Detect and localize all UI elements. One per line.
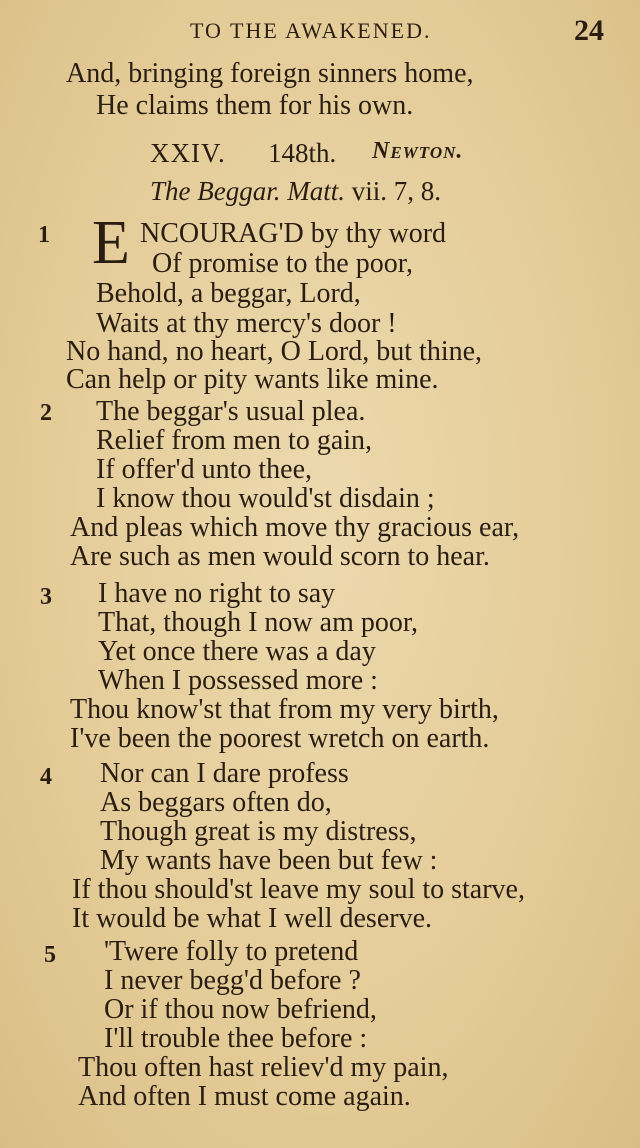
hymn-meter: 148th. bbox=[268, 138, 337, 168]
stanza-number: 5 bbox=[44, 942, 56, 968]
stanza-line: Though great is my distress, bbox=[100, 816, 417, 847]
stanza-line: I have no right to say bbox=[98, 578, 336, 609]
stanza-number: 1 bbox=[38, 222, 50, 248]
stanza-line: 'Twere folly to pretend bbox=[104, 936, 359, 967]
stanza-line: Or if thou now befriend, bbox=[104, 994, 377, 1025]
stanza-line: Can help or pity wants like mine. bbox=[66, 364, 439, 395]
stanza-line: Are such as men would scorn to hear. bbox=[70, 541, 490, 572]
stanza-line: If offer'd unto thee, bbox=[96, 454, 313, 485]
stanza-line: Yet once there was a day bbox=[98, 636, 376, 667]
stanza-line: That, though I now am poor, bbox=[98, 607, 419, 638]
stanza-line: Of promise to the poor, bbox=[152, 248, 413, 279]
stanza-number: 4 bbox=[40, 764, 52, 790]
stanza-number: 3 bbox=[40, 584, 52, 610]
hymn-subtitle bbox=[150, 176, 441, 207]
stanza-line: As beggars often do, bbox=[100, 787, 332, 818]
stanza-line: And often I must come again. bbox=[78, 1081, 411, 1112]
subtitle-reference: vii. 7, 8. bbox=[351, 176, 442, 206]
stanza-line: I never begg'd before ? bbox=[104, 965, 361, 996]
stanza-line: My wants have been but few : bbox=[100, 845, 438, 876]
stanza-line: Behold, a beggar, Lord, bbox=[96, 278, 361, 309]
stanza-line: Thou often hast reliev'd my pain, bbox=[78, 1052, 449, 1083]
stanza-line: If thou should'st leave my soul to starve, bbox=[72, 874, 525, 905]
stanza-line: And pleas which move thy gracious ear, bbox=[70, 512, 520, 543]
subtitle-title: The Beggar. bbox=[150, 176, 281, 206]
stanza-line: I know thou would'st disdain ; bbox=[96, 483, 435, 514]
drop-cap: E bbox=[92, 209, 130, 277]
stanza-line: When I possessed more : bbox=[98, 665, 378, 696]
hymn-author: Newton. bbox=[372, 138, 464, 164]
stanza-line: I'll trouble thee before : bbox=[104, 1023, 368, 1054]
carryover-line: He claims them for his own. bbox=[96, 90, 414, 121]
stanza-first-line: NCOURAG'D by thy word bbox=[140, 218, 447, 249]
stanza-number: 2 bbox=[40, 400, 52, 426]
carryover-line: And, bringing foreign sinners home, bbox=[66, 58, 474, 89]
stanza-line: I've been the poorest wretch on earth. bbox=[70, 723, 490, 754]
stanza-line: Nor can I dare profess bbox=[100, 758, 349, 789]
page-number: 24 bbox=[574, 14, 604, 47]
running-head: TO THE AWAKENED. bbox=[190, 18, 432, 43]
stanza-line: Relief from men to gain, bbox=[96, 425, 373, 456]
hymn-number: XXIV. bbox=[150, 138, 226, 168]
stanza-line: Waits at thy mercy's door ! bbox=[96, 308, 397, 339]
subtitle-book: Matt. bbox=[287, 176, 345, 206]
stanza-line: No hand, no heart, O Lord, but thine, bbox=[66, 336, 483, 367]
stanza-line: Thou know'st that from my very birth, bbox=[70, 694, 499, 725]
stanza-line: The beggar's usual plea. bbox=[96, 396, 366, 427]
stanza-line: It would be what I well deserve. bbox=[72, 903, 432, 934]
